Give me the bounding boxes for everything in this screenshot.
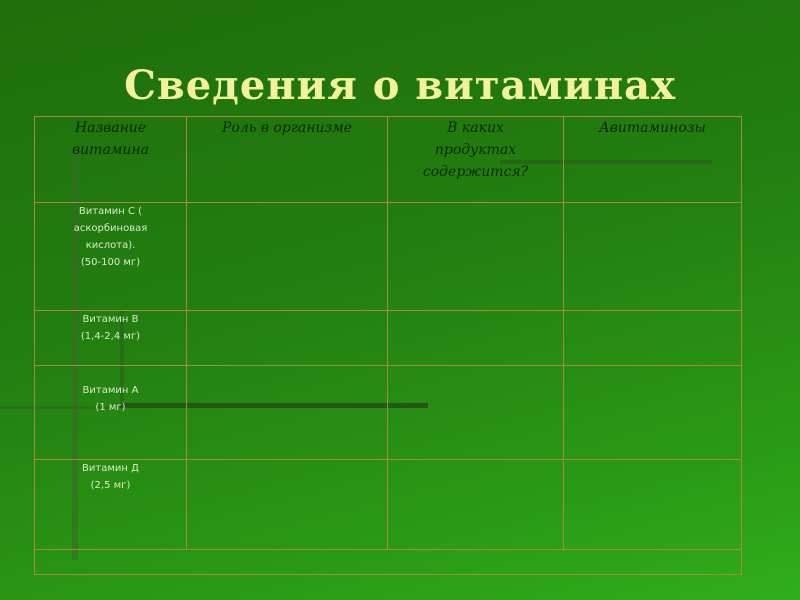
table-header-row bbox=[35, 117, 742, 203]
vitamins-table bbox=[34, 116, 742, 575]
vitamin-name-cell: Витамин В (1,4-2,4 мг) bbox=[35, 311, 187, 366]
table-footer-row bbox=[35, 550, 742, 575]
role-cell[interactable] bbox=[187, 203, 388, 311]
header-products: В каких продуктах содержится? bbox=[388, 117, 564, 203]
deficiency-cell[interactable] bbox=[564, 311, 742, 366]
table-row bbox=[35, 460, 742, 550]
deficiency-cell[interactable] bbox=[564, 460, 742, 550]
table-row bbox=[35, 311, 742, 366]
header-role: Роль в организме bbox=[187, 117, 388, 203]
table-row bbox=[35, 366, 742, 460]
header-vitamin-name: Название витамина bbox=[35, 117, 187, 203]
role-cell[interactable] bbox=[187, 311, 388, 366]
vitamin-name-cell: Витамин А (1 мг) bbox=[35, 366, 187, 460]
footer-cell bbox=[35, 550, 742, 575]
products-cell[interactable] bbox=[388, 460, 564, 550]
products-cell[interactable] bbox=[388, 311, 564, 366]
role-cell[interactable] bbox=[187, 460, 388, 550]
role-cell[interactable] bbox=[187, 366, 388, 460]
vitamin-name-cell: Витамин С ( аскорбиновая кислота). (50-100 мг) bbox=[35, 203, 187, 311]
slide-title: Сведения о витаминах bbox=[124, 62, 676, 109]
vitamin-name-cell: Витамин Д (2,5 мг) bbox=[35, 460, 187, 550]
products-cell[interactable] bbox=[388, 203, 564, 311]
header-deficiency: Авитаминозы bbox=[564, 117, 742, 203]
deficiency-cell[interactable] bbox=[564, 366, 742, 460]
table-row bbox=[35, 203, 742, 311]
products-cell[interactable] bbox=[388, 366, 564, 460]
deficiency-cell[interactable] bbox=[564, 203, 742, 311]
